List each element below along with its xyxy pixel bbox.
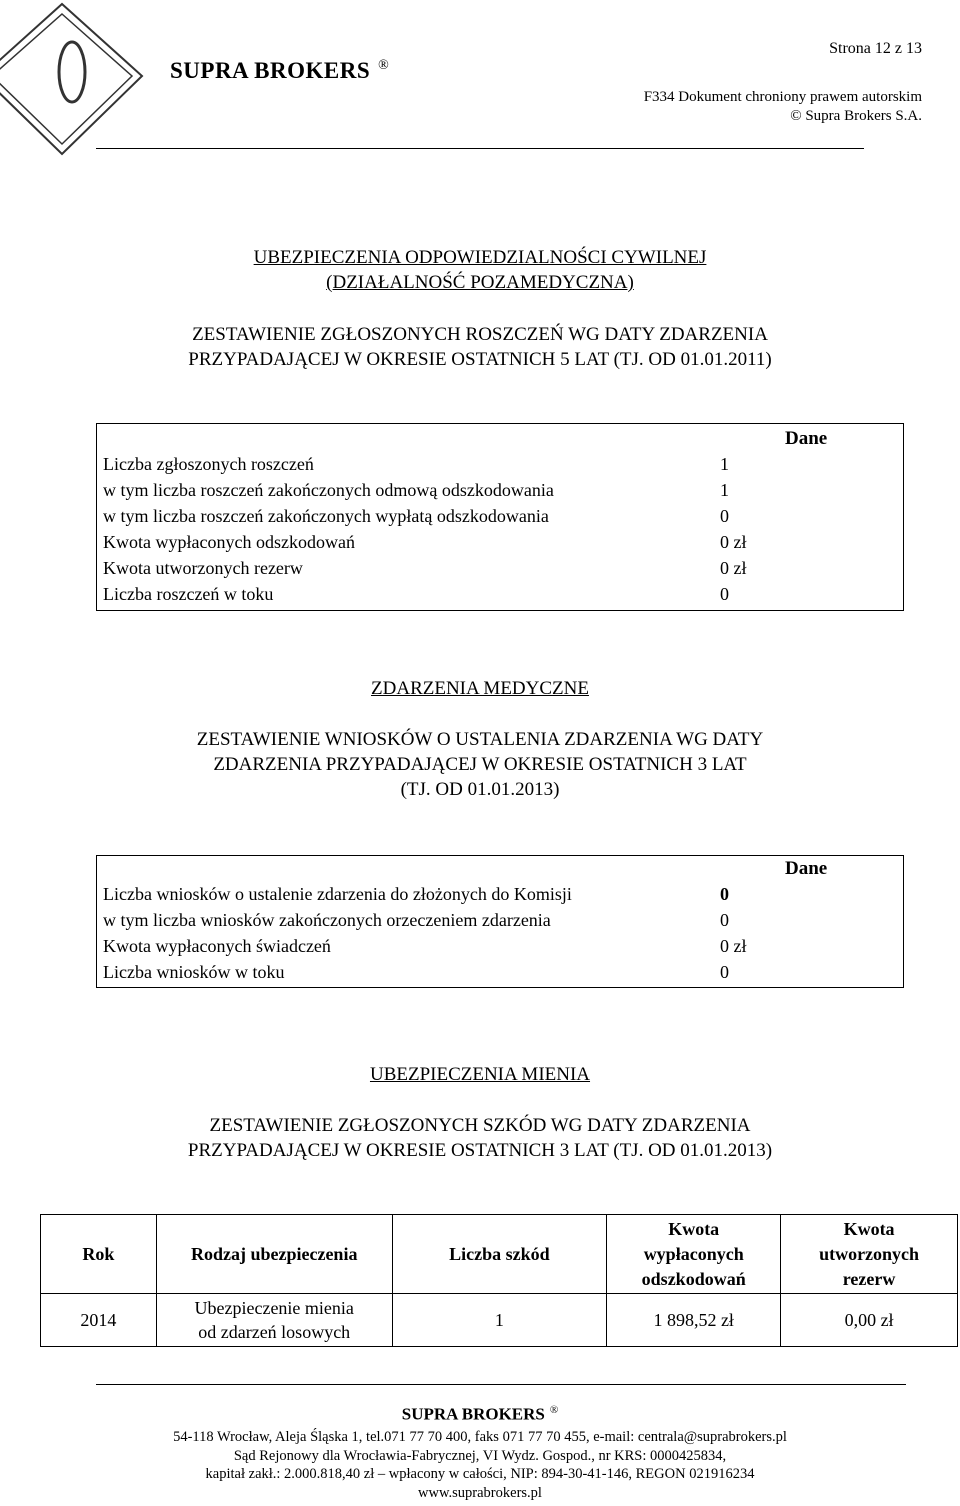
table-row-value: 1 [720, 454, 729, 474]
table-row-label: w tym liczba wniosków zakończonych orzeczeniem zdarzenia [103, 910, 551, 930]
cell-reserve: 0,00 zł [781, 1294, 958, 1347]
section-title-medical: ZDARZENIA MEDYCZNE [371, 678, 589, 699]
section-subtitle-property: ZESTAWIENIE ZGŁOSZONYCH SZKÓD WG DATY ZDARZENIA PRZYPADAJĄCEJ W OKRESIE OSTATNICH 3 LAT (TJ. OD 01.01.2013) [187, 1115, 773, 1161]
table-row-label: w tym liczba roszczeń zakończonych wypłatą odszkodowania [103, 506, 549, 526]
cell-paid: 1 898,52 zł [607, 1294, 781, 1347]
table-row-label: Liczba zgłoszonych roszczeń [103, 454, 314, 474]
table-header: Dane [785, 858, 828, 879]
column-header-count: Liczba szkód [392, 1215, 607, 1294]
footer-website: www.suprabrokers.pl [418, 1484, 542, 1501]
table-row-label: w tym liczba roszczeń zakończonych odmową odszkodowania [103, 480, 554, 500]
table-row-value: 0 zł [720, 558, 747, 578]
claims-table [96, 423, 904, 611]
footer-court: Sąd Rejonowy dla Wrocławia-Fabrycznej, VI Wydz. Gospod., nr KRS: 0000425834, [233, 1447, 727, 1464]
cell-year: 2014 [41, 1294, 157, 1347]
column-header-reserve: Kwota utworzonych rezerw [781, 1215, 958, 1294]
medical-table [96, 855, 904, 988]
property-claims-table [40, 1214, 958, 1347]
table-row-value: 0 [720, 910, 729, 930]
company-logo [0, 0, 170, 160]
table-row-value: 0 [720, 962, 729, 982]
table-row-value: 0 [720, 584, 729, 604]
footer-contact [0, 1428, 960, 1502]
section-subtitle-medical: ZESTAWIENIE WNIOSKÓW O USTALENIA ZDARZENIA WG DATY ZDARZENIA PRZYPADAJĄCEJ W OKRESIE OSTATNICH 3 LAT (TJ. OD 01.01.2013) [196, 729, 764, 800]
footer-divider [96, 1384, 906, 1385]
section-title-oc: UBEZPIECZENIA ODPOWIEDZIALNOŚCI CYWILNEJ (DZIAŁALNOŚĆ POZAMEDYCZNA) [253, 247, 707, 293]
table-header-row [41, 1215, 958, 1294]
table-header: Dane [785, 428, 828, 449]
column-header-year: Rok [41, 1215, 157, 1294]
table-row-label: Liczba roszczeń w toku [103, 584, 274, 604]
section-title-property: UBEZPIECZENIA MIENIA [369, 1064, 591, 1085]
table-row-value: 0 zł [720, 532, 747, 552]
table-row-value: 1 [720, 480, 729, 500]
page-number: Strona 12 z 13 [829, 40, 922, 57]
table-row-label: Liczba wniosków w toku [103, 962, 285, 982]
header-divider [96, 148, 864, 149]
footer-capital: kapitał zakł.: 2.000.818,40 zł – wpłacony w całości, NIP: 894-30-41-146, REGON 021916234 [205, 1466, 755, 1482]
company-name: SUPRA BROKERS ® [170, 58, 390, 83]
section-subtitle-oc: ZESTAWIENIE ZGŁOSZONYCH ROSZCZEŃ WG DATY ZDARZENIA PRZYPADAJĄCEJ W OKRESIE OSTATNICH 5 LAT (TJ. OD 01.01.2011) [188, 324, 772, 370]
footer-company-name: SUPRA BROKERS ® [401, 1404, 559, 1424]
table-row-value: 0 [720, 506, 729, 526]
cell-count: 1 [392, 1294, 607, 1347]
column-header-type: Rodzaj ubezpieczenia [156, 1215, 392, 1294]
table-row [41, 1294, 958, 1347]
table-row-label: Kwota wypłaconych odszkodowań [103, 532, 355, 552]
copyright-note: F334 Dokument chroniony prawem autorskim © Supra Brokers S.A. [643, 89, 922, 124]
column-header-paid: Kwota wypłaconych odszkodowań [607, 1215, 781, 1294]
table-row-value: 0 [720, 884, 729, 904]
table-row-value: 0 zł [720, 936, 747, 956]
table-row-label: Liczba wniosków o ustalenie zdarzenia do złożonych do Komisji [103, 884, 572, 904]
table-row-label: Kwota wypłaconych świadczeń [103, 936, 331, 956]
cell-type: Ubezpieczenie mienia od zdarzeń losowych [156, 1294, 392, 1347]
footer-address: 54-118 Wrocław, Aleja Śląska 1, tel.071 77 70 400, faks 071 77 70 455, e-mail: centrala@suprabrokers.pl [173, 1429, 787, 1445]
table-row-label: Kwota utworzonych rezerw [103, 558, 303, 578]
